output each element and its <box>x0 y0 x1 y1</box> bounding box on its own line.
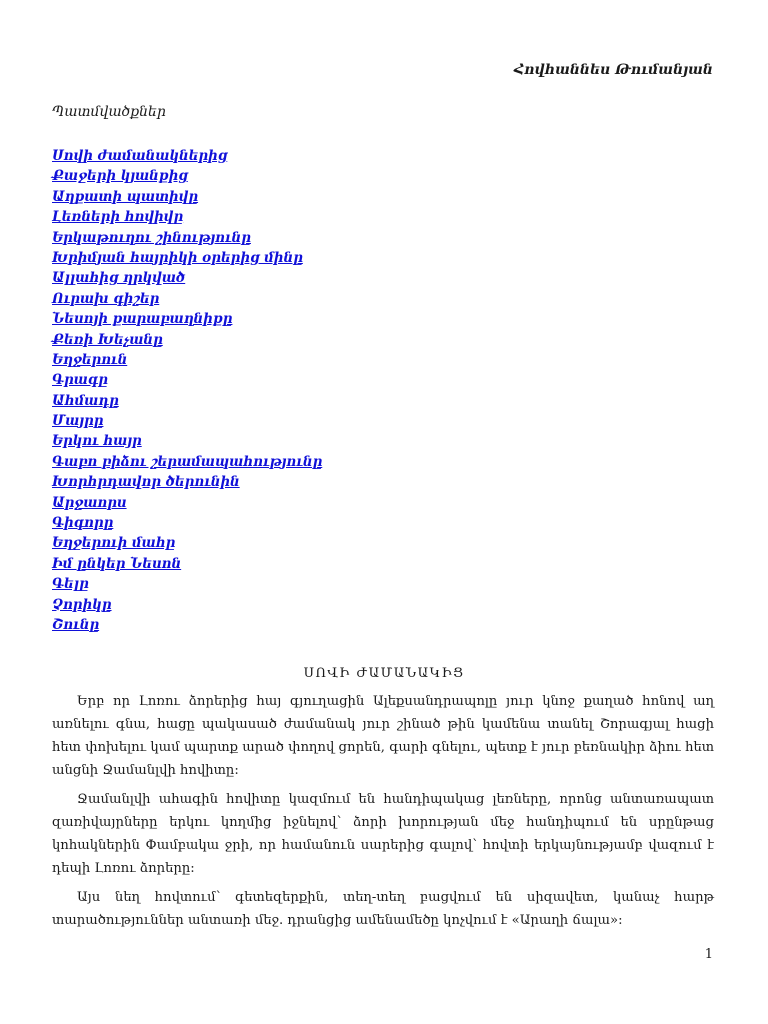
toc-link[interactable]: Մայրը <box>52 413 104 430</box>
toc-item <box>52 288 322 308</box>
toc-item <box>52 267 322 287</box>
toc-item <box>52 206 322 226</box>
toc-item <box>52 512 322 532</box>
toc-link[interactable]: Քեռի Խեչանը <box>52 331 163 348</box>
toc-item <box>52 492 322 512</box>
page-number: 1 <box>704 947 713 962</box>
toc-item <box>52 614 322 634</box>
toc-link[interactable]: Երկու հայր <box>52 433 142 450</box>
toc-link[interactable]: Գաբո բիձու շերամապահությունը <box>52 453 323 470</box>
toc-item <box>52 349 322 369</box>
toc-item <box>52 145 322 165</box>
toc-item <box>52 451 322 471</box>
toc-link[interactable]: Գելը <box>52 576 89 593</box>
toc-item <box>52 329 322 349</box>
toc-link[interactable]: Սովի ժամանակներից <box>52 148 228 164</box>
toc-item <box>52 369 322 389</box>
toc-link[interactable]: Եղջերուի մահը <box>52 535 176 552</box>
story-body <box>52 690 714 938</box>
author-name: Հովհաննես Թումանյան <box>513 62 713 78</box>
toc-link[interactable]: Լեռների հովիվը <box>52 209 184 226</box>
toc-item <box>52 308 322 328</box>
toc-item <box>52 471 322 491</box>
toc-link[interactable]: Երկաթուղու շինությունը <box>52 229 251 246</box>
toc-item <box>52 532 322 552</box>
toc-item <box>52 390 322 410</box>
toc-link[interactable]: Խրիմյան հայրիկի օրերից մինը <box>52 249 303 266</box>
toc-item <box>52 247 322 267</box>
story-title: ՍՈՎԻ ԺԱՄԱՆԱԿԻՑ <box>303 666 465 681</box>
paragraph: Ջամանլվի ահագին հովիտը կազմում են հանդիպակաց լեռները, որոնց անտառապատ զառիվայրները երկու կողմից իջնելով՝ ձորի խորության մեջ հանդիպում են սրընթաց կոհակներին Փամբակա ջրի, որ համանուն սարերից գալով՝ հովտի երկայնությամբ վազում է դեպի Լոռու ձորերը: <box>52 792 714 876</box>
toc-link[interactable]: Նեսոյի քարաբաղնիքը <box>52 311 233 328</box>
toc-item <box>52 573 322 593</box>
toc-link[interactable]: Գիգորը <box>52 515 114 532</box>
toc-link[interactable]: Ուրախ գիշեր <box>52 290 160 307</box>
toc-link[interactable]: Իմ ընկեր Նեսոն <box>52 555 182 572</box>
paragraph: Երբ որ Լոռու ձորերից հայ գյուղացին Ալեքսանդրապոլը յուր կնոջ քաղած հոնով աղ առնելու գնա, հացը պակասած ժամանակ յուր շինած թին կամենա տանել Շորագյալ հացի հետ փոխելու կամ պարտք արած փողով ցորեն, գարի գնելու, պետք է յուր բեռնակիր ձիու հետ անցնի Ջամանլվի հովիտը: <box>52 694 714 778</box>
toc-link[interactable]: Խորհրդավոր ծերունին <box>52 474 240 491</box>
toc-link[interactable]: Ալլահից ղրկված <box>52 270 186 287</box>
toc-item <box>52 594 322 614</box>
table-of-contents <box>52 145 322 634</box>
toc-item <box>52 165 322 185</box>
toc-link[interactable]: Քաջերի կյանքից <box>52 168 188 185</box>
toc-item <box>52 227 322 247</box>
paragraph: Այս նեղ հովտում՝ գետեզերքին, տեղ-տեղ բացվում են սիզավետ, կանաչ հարթ տարածություններ անտառի մեջ. դրանցից ամենամեծը կոչվում է «Արաղի ճալա»: <box>52 890 714 928</box>
toc-item <box>52 410 322 430</box>
toc-link[interactable]: Արջաորս <box>52 494 127 511</box>
toc-link[interactable]: Եղջերուն <box>52 351 128 368</box>
section-heading: Պատմվածքներ <box>52 104 166 120</box>
toc-link[interactable]: Աղքատի պատիվը <box>52 188 199 205</box>
toc-link[interactable]: Չորիկը <box>52 596 112 613</box>
toc-item <box>52 430 322 450</box>
toc-link[interactable]: Գրագը <box>52 372 108 389</box>
toc-link[interactable]: Շունը <box>52 616 100 633</box>
toc-link[interactable]: Ահմադը <box>52 392 119 409</box>
toc-item <box>52 553 322 573</box>
toc-item <box>52 186 322 206</box>
